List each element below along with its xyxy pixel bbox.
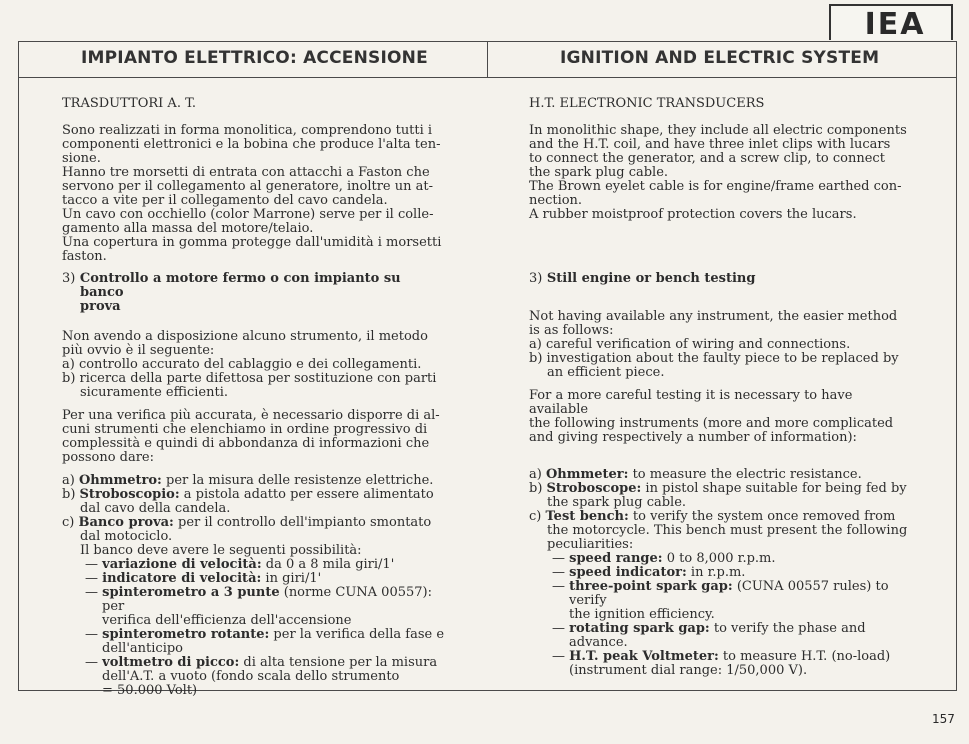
left-instrument-item: b) Stroboscopio: a pistola adatto per essere alimentato dal cavo della candela. bbox=[62, 487, 434, 516]
left-list-item: b) ricerca della parte difettosa per sostituzione con parti sicuramente efficienti. bbox=[62, 371, 437, 400]
right-instrument-item: a) Ohmmeter: to measure the electric resistance. bbox=[529, 467, 862, 482]
right-column bbox=[529, 97, 914, 678]
left-section-heading: 3) Controllo a motore fermo o con impianto su banco prova bbox=[62, 271, 401, 314]
section-tab: IEA bbox=[829, 4, 953, 40]
left-subheading: TRASDUTTORI A. T. bbox=[62, 96, 196, 111]
left-instrument-item: a) Ohmmetro: per la misura delle resistenze elettriche. bbox=[62, 473, 434, 488]
header-divider bbox=[18, 77, 957, 78]
page-number: 157 bbox=[932, 712, 955, 726]
left-paragraph: Sono realizzati in forma monolitica, comprendono tutti i componenti elettronici e la bobina che produce l'alta ten- sione. Hanno tre morsetti di entrata con attacchi a Faston che servono per il collegamento al generatore, inoltre un at- tacco a vite per il collegamento del cavo candela. Un cavo con occhiello (color Marrone) serve per il colle- gamento alla massa del motore/telaio. Una copertura in gomma protegge dall'umidità i morsetti faston. bbox=[62, 123, 442, 264]
left-bench-feature: — voltmetro di picco: di alta tensione per la misura dell'A.T. a vuoto (fondo scala dello strumento = 50.000 Volt) bbox=[85, 655, 438, 698]
left-bench-feature: — spinterometro rotante: per la verifica della fase e dell'anticipo bbox=[85, 627, 445, 656]
left-page-title: IMPIANTO ELETTRICO: ACCENSIONE bbox=[81, 48, 428, 68]
right-list-item: b) investigation about the faulty piece to be replaced by an efficient piece. bbox=[529, 351, 899, 380]
left-list-item: a) controllo accurato del cablaggio e dei collegamenti. bbox=[62, 357, 422, 372]
header-column-divider bbox=[487, 41, 488, 77]
right-paragraph: In monolithic shape, they include all electric components and the H.T. coil, and have three inlet clips with lucars to connect the generator, and a screw clip, to connect the spark plug cable. The Brown eyelet cable is for engine/frame earthed con- nection. A rubber moistproof protection covers the lucars. bbox=[529, 123, 907, 222]
left-column bbox=[62, 97, 447, 698]
left-bench-feature: — spinterometro a 3 punte (norme CUNA 00557): per verifica dell'efficienza dell'accensione bbox=[85, 585, 432, 628]
right-paragraph: For a more careful testing it is necessary to have available the following instruments (more and more complicated and giving respectively a number of information): bbox=[529, 388, 894, 445]
left-bench-feature: — indicatore di velocità: in giri/1' bbox=[85, 571, 322, 586]
right-bench-feature: — speed indicator: in r.p.m. bbox=[552, 565, 746, 580]
left-bench-feature: — variazione di velocità: da 0 a 8 mila giri/1' bbox=[85, 557, 395, 572]
right-paragraph: Not having available any instrument, the easier method is as follows: bbox=[529, 309, 898, 338]
right-bench-feature: — rotating spark gap: to verify the phase and advance. bbox=[552, 621, 866, 650]
right-instrument-item: b) Stroboscope: in pistol shape suitable for being fed by the spark plug cable. bbox=[529, 481, 907, 510]
left-paragraph: Per una verifica più accurata, è necessario disporre di al- cuni strumenti che elenchiamo in ordine progressivo di complessità e quindi di abbondanza di informazioni che possono dare: bbox=[62, 408, 440, 465]
left-instrument-item: c) Banco prova: per il controllo dell'impianto smontato dal motociclo. Il banco deve avere le seguenti possibilità: bbox=[62, 515, 432, 558]
right-bench-feature: — speed range: 0 to 8,000 r.p.m. bbox=[552, 551, 776, 566]
right-page-title: IGNITION AND ELECTRIC SYSTEM bbox=[560, 48, 880, 68]
left-paragraph: Non avendo a disposizione alcuno strumento, il metodo più ovvio è il seguente: bbox=[62, 329, 428, 358]
right-list-item: a) careful verification of wiring and connections. bbox=[529, 337, 851, 352]
right-section-heading: 3) Still engine or bench testing bbox=[529, 271, 756, 286]
right-instrument-item: c) Test bench: to verify the system once removed from the motorcycle. This bench must present the following peculiarities: bbox=[529, 509, 908, 552]
right-subheading: H.T. ELECTRONIC TRANSDUCERS bbox=[529, 96, 765, 111]
right-bench-feature: — three-point spark gap: (CUNA 00557 rules) to verify the ignition efficiency. bbox=[552, 579, 889, 622]
right-bench-feature: — H.T. peak Voltmeter: to measure H.T. (no-load) (instrument dial range: 1/50,000 V). bbox=[552, 649, 891, 678]
